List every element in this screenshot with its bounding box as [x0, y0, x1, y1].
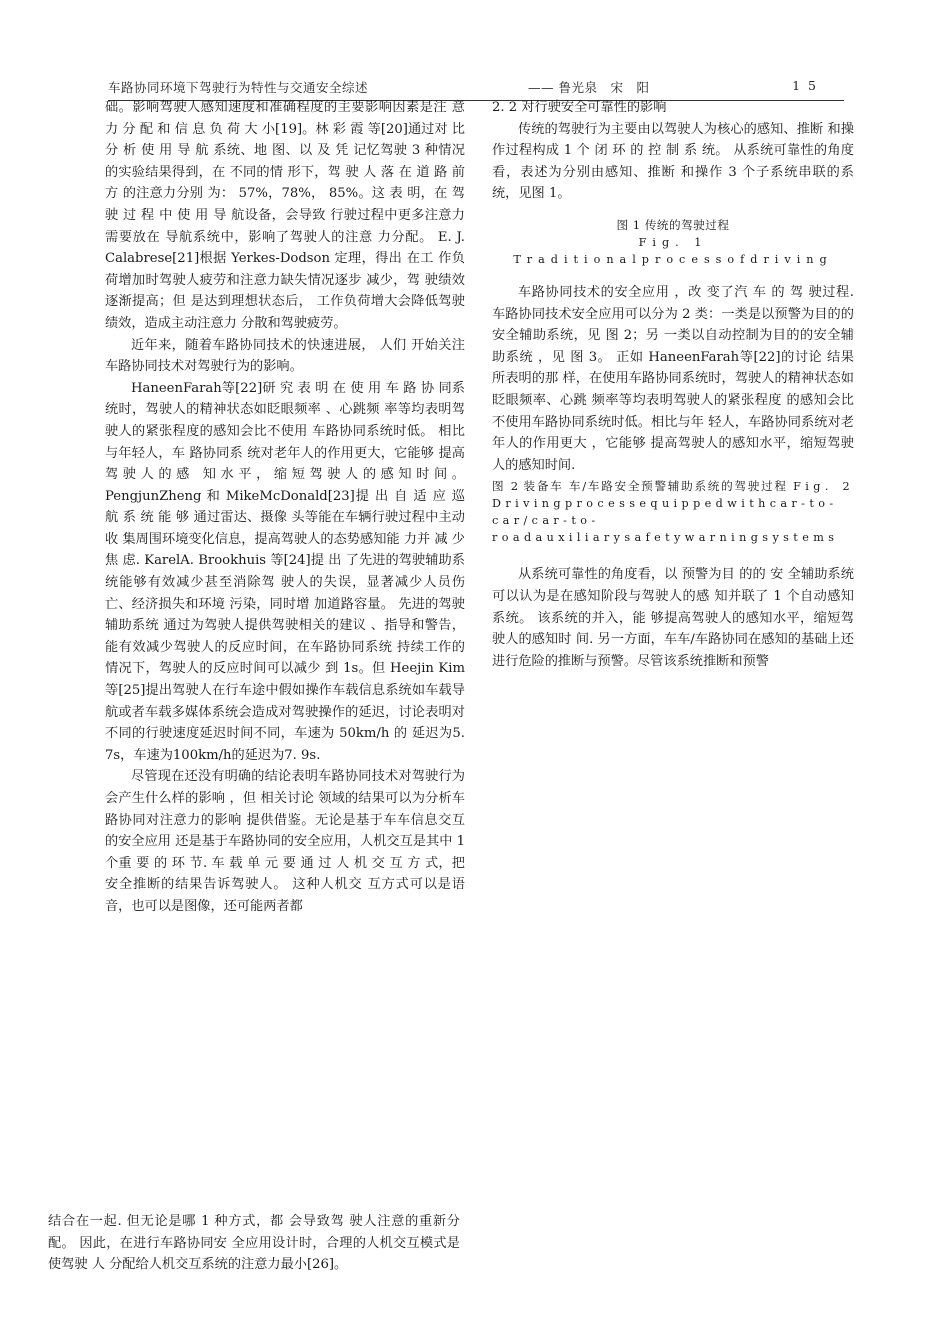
figure-1-caption-zh: 图 1 传统的驾驶过程 [616, 217, 730, 232]
figure-1-caption-en: Fig. 1 Traditionalprocessofdriving [513, 235, 833, 266]
left-column-tail [48, 1211, 460, 1276]
left-paragraph-3: HaneenFarah等[22]研 究 表 明 在 使 用 车 路 协 同系统时，驾驶人的精神状态如眨眼频率 、心跳频 率等均表明驾驶人的紧张程度的感知会比不使用 车路协同系统时低。 相比与年轻人，车 路协同系 统对老年人的作用更大，它能够 提高驾驶人的感 知水平，缩短驾驶人的感知时间。PengjunZheng 和 MikeMcDonald[23]提 出 自 适 应 巡 航 系 统 能 够 通过雷达、摄像 头等能在车辆行驶过程中主动收 集周围环境变化信息，提高驾驶人的态势感知能 力并 减 少 焦 虑. KarelA. Brookhuis 等[24]提 出 了先进的驾驶辅助系统能够有效减少甚至消除驾 驶人的失误，显著减少人员伤亡、经济损失和环境 污染，同时增 加道路容量。 先进的驾驶辅助系统 通过为驾驶人提供驾驶相关的建议 、指导和警告， 能有效减少驾驶人的反应时间，在车路协同系统 持续工作的情况下，驾驶人的反应时间可以减少 到 1s。但 Heejin Kim 等[25]提出驾驶人在行车途中假如操作车载信息系统如车载导航或者车载多媒体系统会造成对驾驶操作的延迟，讨论表明对不同的行驶速度延迟时间不同，车速为 50km/h 的 延迟为5. 7s，车速为100km/h的延迟为7. 9s. [105, 380, 465, 763]
right-paragraph-3: 从系统可靠性的角度看，以 预警为目 的的 安 全辅助系统可以认为是在感知阶段与驾驶人的感 知并联了 1 个自动感知系统。 该系统的并入，能 够提高驾驶人的感知水平，缩短驾驶人的感知时 间. 另一方面，车车/车路协同在感知的基础上还 进行危险的推断与预警。尽管该系统推断和预警 [492, 567, 854, 669]
running-authors: —— 鲁光泉 宋 阳 [528, 80, 650, 95]
left-paragraph-2: 近年来，随着车路协同技术的快速进展， 人们 开始关注车路协同技术对驾驶行为的影响。 [105, 337, 465, 375]
running-title: 车路协同环境下驾驶行为特性与交通安全综述 [108, 80, 369, 95]
figure-2-caption-zh: 图 2 装备车 车/车路安全预警辅助系统的驾驶过程 [492, 479, 788, 494]
figure-2-caption-en: Fig. 2 Drivingprocessequippedwithcar-to-car/car-to-roadauxiliarysafetywarningsystems [492, 480, 855, 545]
section-title: 2. 2 对行驶安全可靠性的影响 [492, 100, 667, 115]
right-column [492, 97, 854, 672]
running-header [108, 78, 844, 98]
right-paragraph-2: 车路协同技术的安全应用 ，改 变了汽 车 的 驾 驶过程. 车路协同技术安全应用可以分为 2 类：一类是以预警为目的的安全辅助系统，见 图 2；另 一类以自动控制为目的的安全辅助系统 ，见 图 3。 正如 HaneenFarah等[22]的讨论 结果所表明的那 样，在使用车路协同系统时，驾驶人的精神状态如 眨眼频率、心跳 频率等均表明驾驶人的紧张程度 的感知会比不使用车路协同系统时低。相比与年 轻人，车路协同系统对老年人的作用更大 ，它能够 提高驾驶人的感知水平，缩短驾驶人的感知时间. [492, 284, 854, 473]
left-paragraph-1: 础。影响驾驶人感知速度和准确程度的主要影响因素是注 意 力 分 配 和 信 息 负 荷 大 小[19]。林 彩 霞 等[20]通过对 比 分 析 使 用 导 航 系统、地 图、以 及 凭 记忆驾驶 3 种情况的实验结果得到，在 不同的情 形下，驾 驶 人 落 在 道 路 前 方 的注意力分别 为： 57%，78%， 85%。这 表 明，在 驾 驶 过 程 中 使 用 导 航设备，会导致 行驶过程中更多注意力需要放在 导航系统中，影响了驾驶人的注意 力分配。 E. J. Calabrese[21]根据 Yerkes-Dodson 定理，得出 在工 作负荷增加时驾驶人疲劳和注意力缺失情况逐步 减少，驾 驶绩效逐渐提高；但 是达到理想状态后， 工作负荷增大会降低驾驶绩效，造成主动注意力 分散和驾驶疲劳。 [105, 100, 465, 331]
page-number: 15 [792, 78, 824, 93]
left-paragraph-4: 尽管现在还没有明确的结论表明车路协同技术对驾驶行为会产生什么样的影响 ，但 相关讨论 领域的结果可以为分析车路协同对注意力的影响 提供借鉴。无论是基于车车信息交互的安全应用 还是基于车路协同的安全应用，人机交互是其中 1个重 要 的 环 节. 车 载 单 元 要 通 过 人 机 交 互 方 式，把安全推断的结果告诉驾驶人。 这种人机交 互方式可以是语音，也可以是图像，还可能两者都 [105, 769, 465, 914]
figure-2-caption [492, 478, 854, 546]
figure-1-caption [492, 217, 854, 268]
right-paragraph-1: 传统的驾驶行为主要由以驾驶人为核心的感知、推断 和操作过程构成 1 个 闭 环 的 控 制 系 统。 从系统可靠性的角度看，表述为分别由感知、推断 和操作 3 个子系统串联的系统，见图 1。 [492, 121, 854, 202]
left-column [105, 97, 465, 918]
left-paragraph-5: 结合在一起. 但无论是哪 1 种方式，都 会导致驾 驶人注意的重新分配。 因此，在进行车路协同安 全应用设计时，合理的人机交互模式是使驾驶 人 分配给人机交互系统的注意力最小[26]。 [48, 1214, 460, 1273]
